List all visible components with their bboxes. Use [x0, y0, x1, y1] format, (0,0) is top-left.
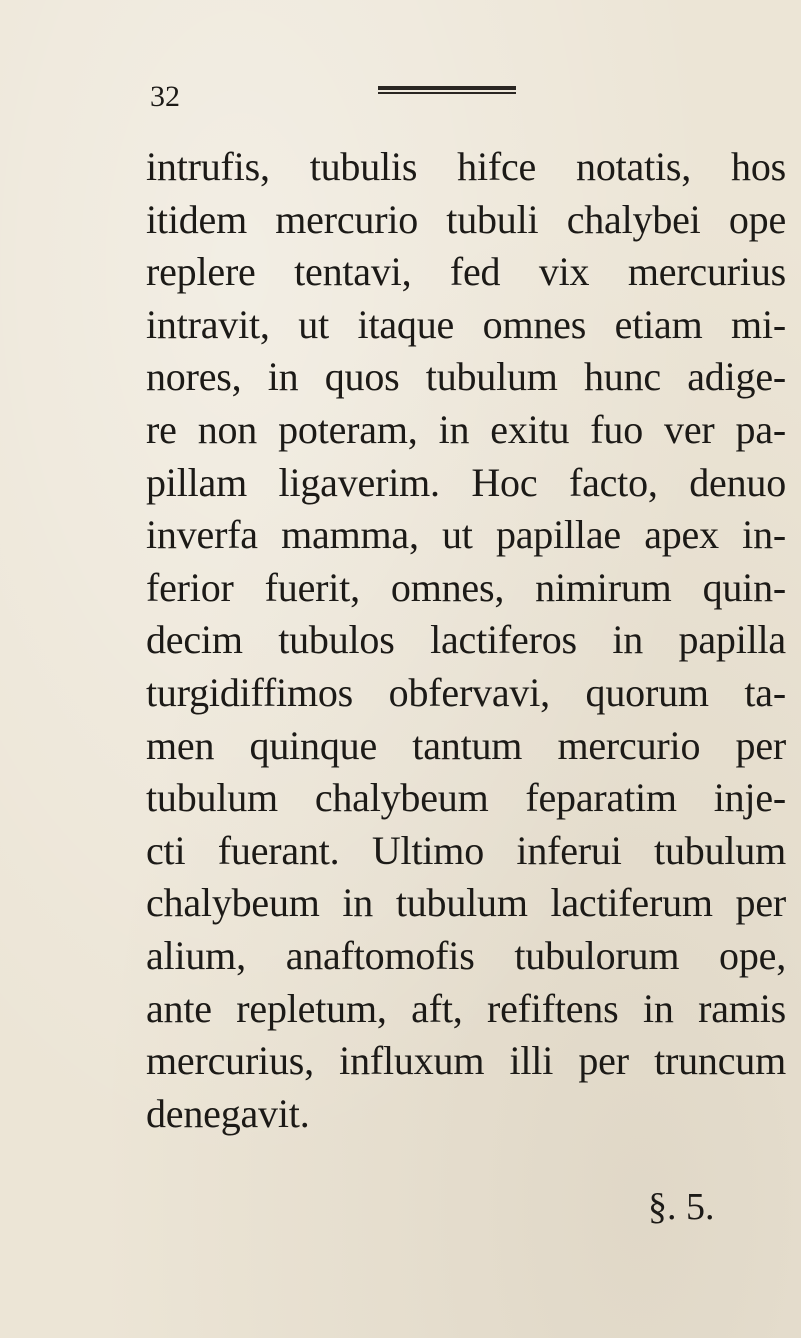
- header-rule-thin: [378, 92, 516, 94]
- text-line: intravit, ut itaque omnes etiam mi-: [146, 301, 786, 347]
- text-line: intrufis, tubulis hifce notatis, hos: [146, 144, 786, 189]
- text-line: men quinque tantum mercurio per: [146, 722, 786, 768]
- text-line: cti fuerant. Ultimo inferui tubulum: [146, 827, 786, 873]
- text-line: pillam ligaverim. Hoc facto, denuo: [146, 459, 786, 505]
- text-line: mercurius, influxum illi per truncum: [146, 1038, 786, 1084]
- text-line: chalybeum in tubulum lactiferum per: [146, 880, 786, 926]
- text-line: denegavit.: [146, 1090, 310, 1136]
- text-line: ferior fuerit, omnes, nimirum quin-: [146, 564, 786, 610]
- text-line: decim tubulos lactiferos in papilla: [146, 617, 786, 663]
- text-line: itidem mercurio tubuli chalybei ope: [146, 196, 786, 242]
- text-line: turgidiffimos obfervavi, quorum ta-: [146, 669, 786, 715]
- text-line: tubulum chalybeum feparatim inje-: [146, 775, 786, 821]
- page-number: 32: [150, 80, 180, 113]
- text-line: replere tentavi, fed vix mercurius: [146, 249, 786, 295]
- text-line: alium, anaftomofis tubulorum ope,: [146, 932, 786, 978]
- header-rule-thick: [378, 86, 516, 90]
- text-line: re non poteram, in exitu fuo ver pa-: [146, 406, 786, 452]
- header-rule: [378, 86, 516, 100]
- catchword: §. 5.: [648, 1186, 715, 1228]
- body-text: [146, 141, 786, 1140]
- text-line: nores, in quos tubulum hunc adige-: [146, 354, 786, 400]
- text-line: inverfa mamma, ut papillae apex in-: [146, 512, 786, 558]
- text-line: ante repletum, aft, refiftens in ramis: [146, 985, 786, 1031]
